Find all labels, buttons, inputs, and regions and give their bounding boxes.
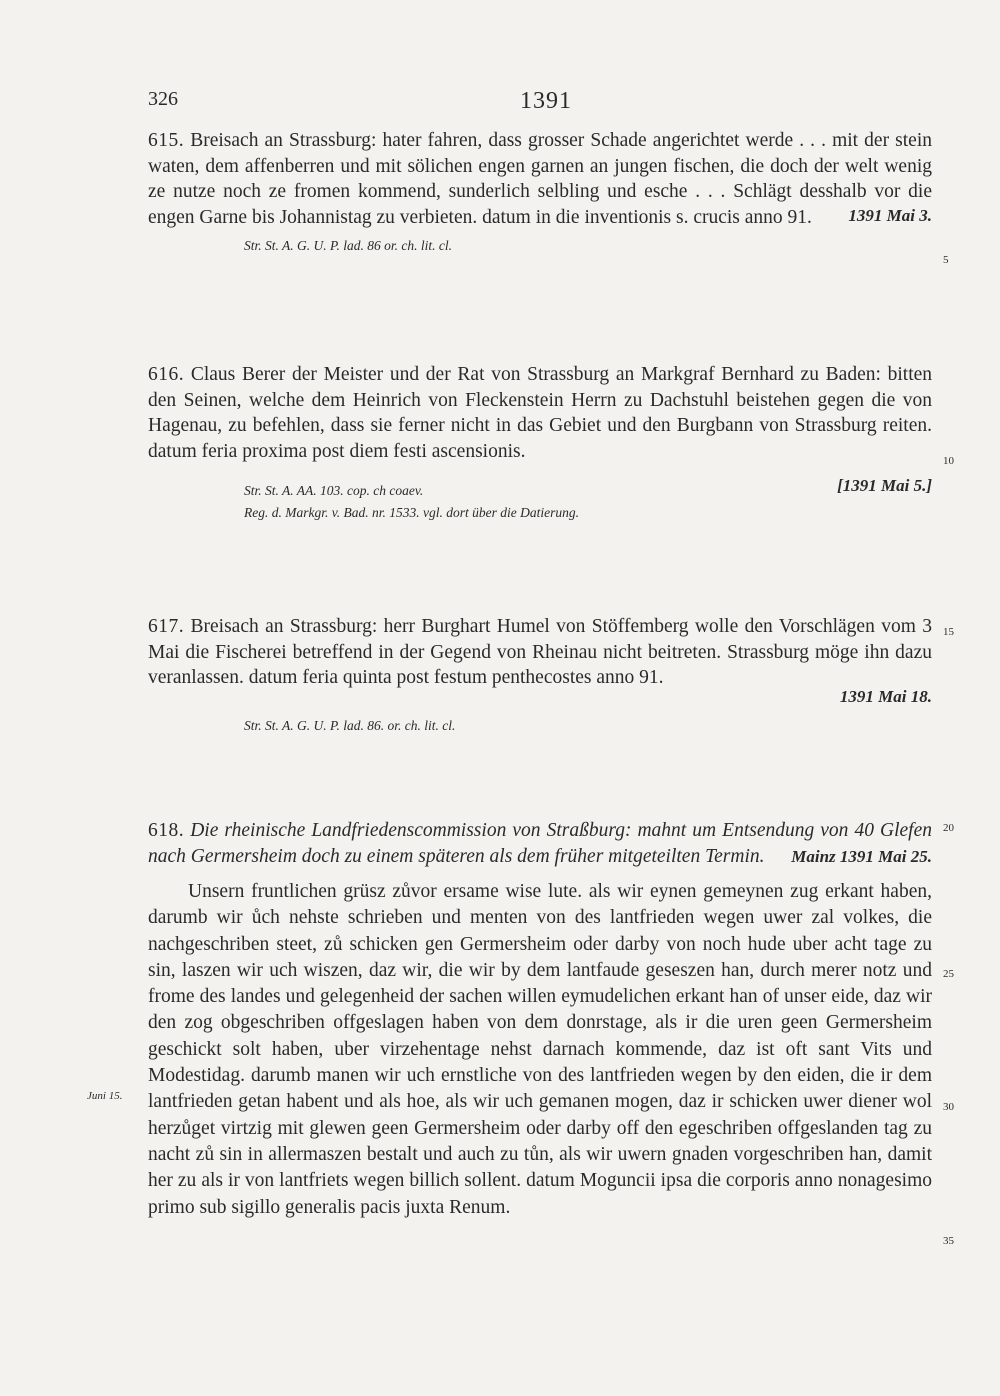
- entry-number: 615.: [148, 130, 185, 151]
- source-citation: Str. St. A. G. U. P. lad. 86. or. ch. lit. cl.: [244, 717, 456, 733]
- source-citation: Reg. d. Markgr. v. Bad. nr. 1533. vgl. dort über die Datierung.: [244, 505, 579, 520]
- entry-text: [148, 614, 932, 691]
- line-number: 5: [943, 254, 949, 266]
- entry-number: 617.: [148, 616, 185, 637]
- entry-body: Breisach an Strassburg: hater fahren, dass grosser Schade angerichtet werde . . . mit der stein waten, dem affenberren und mit sölichen engen garnen an jungen fischen, die doch der welt wenig ze nutze noch ze fromen kommend, sunderlich selbling und esche . . . Schlägt desshalb vor die engen Garne bis Johannistag zu verbieten. datum in die inventionis s. crucis anno 91.: [148, 130, 932, 228]
- entry-date: Mainz 1391 Mai 25.: [791, 847, 932, 866]
- entry-date: 1391 Mai 18.: [839, 686, 932, 706]
- entry-number: 618.: [148, 820, 185, 841]
- entry-number: 616.: [148, 364, 185, 385]
- page-number: 326: [148, 88, 178, 110]
- entry-title: Die rheinische Landfriedenscommission von Straßburg: mahnt um Entsendung von 40 Glefen nach Germersheim doch zu einem späteren als dem früher mitgeteilten Termin.: [148, 820, 933, 867]
- entry-date: 1391 Mai 3.: [848, 206, 932, 225]
- line-number: 35: [943, 1235, 954, 1247]
- entry-body: Claus Berer der Meister und der Rat von Strassburg an Markgraf Bernhard zu Baden: bitten den Seinen, welche dem Heinrich von Fleckenstein Herrn zu Dachstuhl beistehen gegen die von Hagenau, zu befehlen, dass sie ferner nicht in das Gebiet und den Burgbann von Strassburg reiten. datum feria proxima post diem festi ascensionis.: [148, 364, 933, 462]
- entry-text: [148, 362, 932, 464]
- line-number: 30: [943, 1101, 954, 1113]
- entry-body: Breisach an Strassburg: herr Burghart Humel von Stöffemberg wolle den Vorschlägen vom 3 Mai die Fischerei betreffend in der Gegend von Rheinau nicht beitreten. Strassburg möge ihn dazu veranlassen. datum feria quinta post festum penthecostes anno 91.: [148, 616, 932, 688]
- line-number: 20: [943, 822, 954, 834]
- line-number: 25: [943, 968, 954, 980]
- letter-text: Unsern fruntlichen grüsz zůvor ersame wise lute. als wir eynen gemeynen zug erkant haben, darumb wir ůch nehste schrieben und menten von des lantfrieden wegen uwer zal volkes, die nachgeschriben steet, zů schicken gen Germersheim oder darby von noch hude uber acht tage zu sin, laszen wir uch wiszen, daz wir, die wir by dem lantfaude geseszen han, durch merer notz und frome des landes und gelegenheid der sachen willen eymudelichen erkant han of unser eide, daz wir den zog obgeschriben offgeslagen haben von dem donrstage, als ir die uren geen Germersheim geschickt solt haben, uber virzehentage nehst darnach kommende, daz ist oft sant Vits und Modestidag. darumb manen wir uch ernstliche von des lantfrieden wegen by den eiden, die ir dem lantfrieden getan habent und als hoe, als wir uch gemanen mogen, daz ir schicken uwer diener wol herzůget virtzig mit glewen geen Germersheim oder darby off den egeschriben offgeslanden tag zu nacht zů sin in allermaszen bestalt und auch zu tůn, als wir uwern gnaden vorgeschriben han, damit her zu als ir von lantfriets wegen billich sollent. datum Moguncii ipsa die corporis anno nonagesimo primo sub sigillo generalis pacis juxta Renum.: [148, 881, 932, 1218]
- source-citation: Str. St. A. G. U. P. lad. 86 or. ch. lit. cl.: [244, 238, 453, 253]
- entry-618: [148, 818, 932, 1221]
- entry-615: [148, 128, 932, 257]
- source-citation: Str. St. A. AA. 103. cop. ch coaev.: [244, 483, 424, 498]
- margin-date-note: Juni 15.: [87, 1090, 123, 1102]
- entry-617: [148, 614, 932, 737]
- line-number: 15: [943, 626, 954, 638]
- entry-616: [148, 362, 932, 524]
- line-number: 10: [943, 455, 954, 467]
- entry-date: [1391 Mai 5.]: [837, 476, 932, 495]
- running-head-year: 1391: [520, 88, 572, 114]
